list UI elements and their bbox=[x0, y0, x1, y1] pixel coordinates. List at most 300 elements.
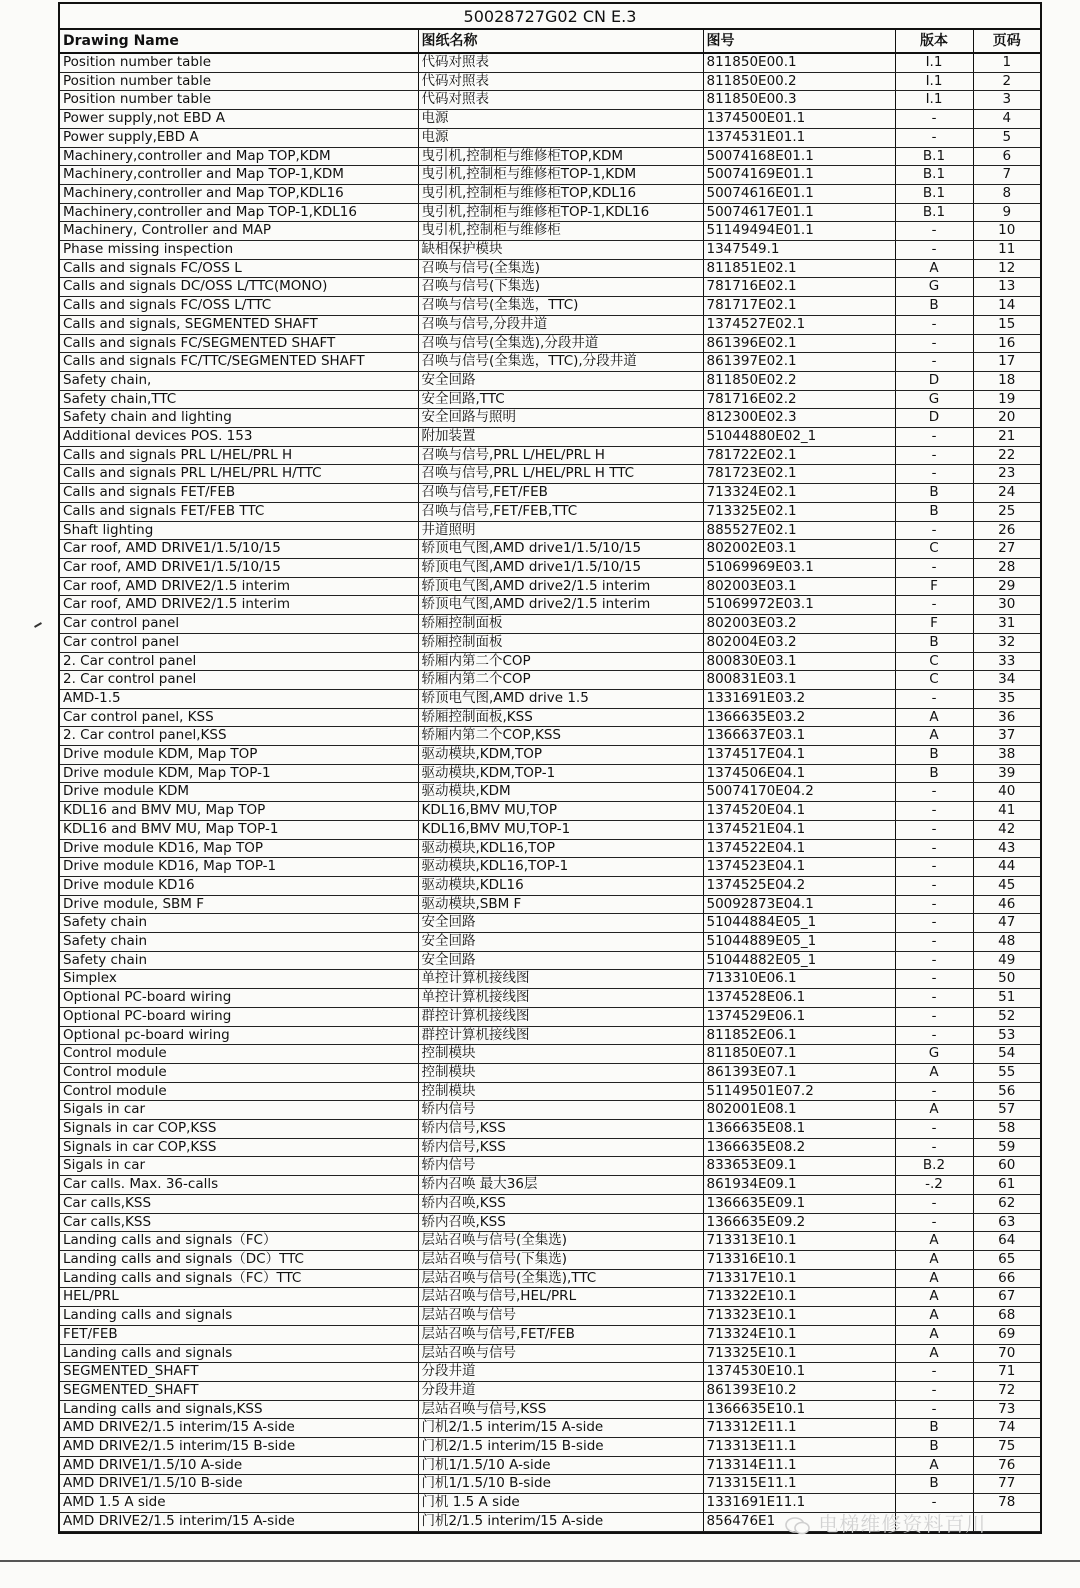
table-row bbox=[60, 147, 1040, 166]
row-drawing-name-cn: 召唤与信号(全集选),分段井道 bbox=[418, 334, 703, 353]
row-version: I.1 bbox=[895, 72, 973, 91]
table-row bbox=[60, 371, 1040, 390]
table-row bbox=[60, 1138, 1040, 1157]
row-drawing-name: Calls and signals FET/FEB TTC bbox=[60, 502, 418, 521]
row-page: 56 bbox=[973, 1082, 1040, 1101]
table-row bbox=[60, 1438, 1040, 1457]
row-page: 27 bbox=[973, 540, 1040, 559]
row-drawing-number: 1331691E11.1 bbox=[703, 1494, 895, 1513]
row-drawing-name-cn: 轿顶电气图,AMD drive2/1.5 interim bbox=[418, 577, 703, 596]
watermark bbox=[785, 1508, 986, 1537]
row-page: 63 bbox=[973, 1213, 1040, 1232]
row-drawing-name-cn: KDL16,BMV MU,TOP bbox=[418, 802, 703, 821]
row-drawing-name-cn: 控制模块 bbox=[418, 1082, 703, 1101]
row-page: 22 bbox=[973, 446, 1040, 465]
table-row bbox=[60, 409, 1040, 428]
table-row bbox=[60, 390, 1040, 409]
table-row bbox=[60, 53, 1040, 72]
row-drawing-name: Drive module KD16 bbox=[60, 876, 418, 895]
table-row bbox=[60, 222, 1040, 241]
row-version: - bbox=[895, 1400, 973, 1419]
row-version: - bbox=[895, 1381, 973, 1400]
table-row bbox=[60, 334, 1040, 353]
table-row bbox=[60, 1176, 1040, 1195]
row-page: 78 bbox=[973, 1494, 1040, 1513]
row-drawing-name-cn: 安全回路 bbox=[418, 914, 703, 933]
row-drawing-name: Calls and signals FC/TTC/SEGMENTED SHAFT bbox=[60, 353, 418, 372]
row-drawing-name: AMD DRIVE1/1.5/10 B-side bbox=[60, 1475, 418, 1494]
row-drawing-number: 861393E07.1 bbox=[703, 1063, 895, 1082]
row-drawing-name: Position number table bbox=[60, 53, 418, 72]
table-row bbox=[60, 241, 1040, 260]
row-drawing-name-cn: 召唤与信号,PRL L/HEL/PRL H TTC bbox=[418, 465, 703, 484]
row-drawing-number: 1374506E04.1 bbox=[703, 764, 895, 783]
row-drawing-name-cn: 层站召唤与信号(下集选) bbox=[418, 1251, 703, 1270]
row-drawing-number: 51069972E03.1 bbox=[703, 596, 895, 615]
row-drawing-name-cn: 分段井道 bbox=[418, 1363, 703, 1382]
row-drawing-name: Machinery, Controller and MAP bbox=[60, 222, 418, 241]
row-drawing-number: 812300E02.3 bbox=[703, 409, 895, 428]
row-drawing-number: 50074170E04.2 bbox=[703, 783, 895, 802]
table-row bbox=[60, 746, 1040, 765]
row-page: 30 bbox=[973, 596, 1040, 615]
row-drawing-name-cn: 层站召唤与信号(全集选) bbox=[418, 1232, 703, 1251]
row-page: 23 bbox=[973, 465, 1040, 484]
row-drawing-number: 1366635E08.1 bbox=[703, 1120, 895, 1139]
row-version: F bbox=[895, 577, 973, 596]
row-drawing-name: Safety chain bbox=[60, 951, 418, 970]
watermark-text: 电梯维修资料百川 bbox=[818, 1512, 987, 1536]
row-drawing-name: SEGMENTED_SHAFT bbox=[60, 1381, 418, 1400]
row-drawing-number: 51044884E05_1 bbox=[703, 914, 895, 933]
table-row bbox=[60, 989, 1040, 1008]
row-drawing-number: 833653E09.1 bbox=[703, 1157, 895, 1176]
table-row bbox=[60, 1475, 1040, 1494]
table-row bbox=[60, 502, 1040, 521]
row-drawing-name: Drive module KD16, Map TOP-1 bbox=[60, 858, 418, 877]
row-page: 49 bbox=[973, 951, 1040, 970]
row-drawing-number: 781717E02.1 bbox=[703, 297, 895, 316]
table-row bbox=[60, 1419, 1040, 1438]
row-drawing-name-cn: 门机2/1.5 interim/15 B-side bbox=[418, 1438, 703, 1457]
row-version: A bbox=[895, 1325, 973, 1344]
row-version: C bbox=[895, 652, 973, 671]
row-page: 40 bbox=[973, 783, 1040, 802]
row-version: I.1 bbox=[895, 91, 973, 110]
row-page: 8 bbox=[973, 184, 1040, 203]
table-row bbox=[60, 914, 1040, 933]
row-drawing-name: 2. Car control panel bbox=[60, 652, 418, 671]
row-version: A bbox=[895, 1307, 973, 1326]
row-page: 72 bbox=[973, 1381, 1040, 1400]
row-drawing-number: 811850E02.2 bbox=[703, 371, 895, 390]
row-drawing-number: 1366635E08.2 bbox=[703, 1138, 895, 1157]
table-row bbox=[60, 1288, 1040, 1307]
row-drawing-name-cn: 群控计算机接线图 bbox=[418, 1026, 703, 1045]
row-drawing-number: 802004E03.2 bbox=[703, 633, 895, 652]
row-drawing-name: Machinery,controller and Map TOP,KDM bbox=[60, 147, 418, 166]
row-page: 19 bbox=[973, 390, 1040, 409]
row-drawing-name: Signals in car COP,KSS bbox=[60, 1138, 418, 1157]
row-drawing-name-cn: 轿顶电气图,AMD drive 1.5 bbox=[418, 689, 703, 708]
row-drawing-name-cn: 轿内信号,KSS bbox=[418, 1120, 703, 1139]
table-row bbox=[60, 184, 1040, 203]
row-version: - bbox=[895, 876, 973, 895]
row-version: - bbox=[895, 1213, 973, 1232]
row-version: D bbox=[895, 371, 973, 390]
table-row bbox=[60, 1456, 1040, 1475]
row-page: 70 bbox=[973, 1344, 1040, 1363]
row-drawing-name-cn: 附加装置 bbox=[418, 428, 703, 447]
row-drawing-number: 1374520E04.1 bbox=[703, 802, 895, 821]
row-page: 38 bbox=[973, 746, 1040, 765]
row-version: G bbox=[895, 1045, 973, 1064]
row-page: 61 bbox=[973, 1176, 1040, 1195]
table-row bbox=[60, 1101, 1040, 1120]
row-drawing-number: 713315E11.1 bbox=[703, 1475, 895, 1494]
row-drawing-name: AMD DRIVE2/1.5 interim/15 B-side bbox=[60, 1438, 418, 1457]
row-drawing-number: 861397E02.1 bbox=[703, 353, 895, 372]
row-drawing-name-cn: 电源 bbox=[418, 110, 703, 129]
row-drawing-name-cn: 轿顶电气图,AMD drive2/1.5 interim bbox=[418, 596, 703, 615]
row-drawing-number: 856476E1 bbox=[703, 1512, 895, 1531]
row-page: 73 bbox=[973, 1400, 1040, 1419]
table-row bbox=[60, 110, 1040, 129]
row-drawing-number: 50074616E01.1 bbox=[703, 184, 895, 203]
table-row bbox=[60, 1232, 1040, 1251]
row-drawing-name-cn: 代码对照表 bbox=[418, 91, 703, 110]
row-version: - bbox=[895, 970, 973, 989]
row-page: 50 bbox=[973, 970, 1040, 989]
row-drawing-name-cn: 井道照明 bbox=[418, 521, 703, 540]
table-row bbox=[60, 1400, 1040, 1419]
document-title: 50028727G02 CN E.3 bbox=[60, 4, 1040, 30]
row-page: 37 bbox=[973, 727, 1040, 746]
row-drawing-name-cn: 曳引机,控制柜与维修柜TOP,KDL16 bbox=[418, 184, 703, 203]
row-version: - bbox=[895, 128, 973, 147]
row-drawing-number: 800831E03.1 bbox=[703, 671, 895, 690]
row-drawing-name: Landing calls and signals bbox=[60, 1307, 418, 1326]
row-version: G bbox=[895, 278, 973, 297]
row-version: - bbox=[895, 839, 973, 858]
row-page: 54 bbox=[973, 1045, 1040, 1064]
row-drawing-name-cn: 轿厢控制面板 bbox=[418, 633, 703, 652]
row-version: - bbox=[895, 1494, 973, 1513]
row-drawing-number: 713313E10.1 bbox=[703, 1232, 895, 1251]
row-drawing-number: 1366635E10.1 bbox=[703, 1400, 895, 1419]
row-drawing-name: Simplex bbox=[60, 970, 418, 989]
row-page: 53 bbox=[973, 1026, 1040, 1045]
row-drawing-name-cn: 层站召唤与信号,KSS bbox=[418, 1400, 703, 1419]
row-drawing-name: Car roof, AMD DRIVE1/1.5/10/15 bbox=[60, 540, 418, 559]
row-drawing-name-cn: 层站召唤与信号(全集选),TTC bbox=[418, 1269, 703, 1288]
row-version: B bbox=[895, 1419, 973, 1438]
row-version: A bbox=[895, 1251, 973, 1270]
row-drawing-number: 861396E02.1 bbox=[703, 334, 895, 353]
row-version: - bbox=[895, 465, 973, 484]
row-version: - bbox=[895, 1138, 973, 1157]
row-drawing-name: Car calls,KSS bbox=[60, 1194, 418, 1213]
row-version: A bbox=[895, 1288, 973, 1307]
table-row bbox=[60, 521, 1040, 540]
row-page: 64 bbox=[973, 1232, 1040, 1251]
row-version: B.1 bbox=[895, 166, 973, 185]
table-row bbox=[60, 1269, 1040, 1288]
row-drawing-number: 713312E11.1 bbox=[703, 1419, 895, 1438]
row-version: A bbox=[895, 1232, 973, 1251]
row-drawing-number: 811850E07.1 bbox=[703, 1045, 895, 1064]
row-drawing-name: Drive module, SBM F bbox=[60, 895, 418, 914]
row-drawing-name-cn: 驱动模块,KDM,TOP-1 bbox=[418, 764, 703, 783]
row-drawing-name-cn: 门机2/1.5 interim/15 A-side bbox=[418, 1512, 703, 1531]
row-drawing-number: 713314E11.1 bbox=[703, 1456, 895, 1475]
row-page: 65 bbox=[973, 1251, 1040, 1270]
row-drawing-name-cn: 召唤与信号,FET/FEB bbox=[418, 484, 703, 503]
row-drawing-number: 51069969E03.1 bbox=[703, 558, 895, 577]
row-drawing-number: 713316E10.1 bbox=[703, 1251, 895, 1270]
row-version: - bbox=[895, 241, 973, 260]
row-drawing-name: Landing calls and signals（DC）TTC bbox=[60, 1251, 418, 1270]
row-drawing-number: 1374525E04.2 bbox=[703, 876, 895, 895]
row-drawing-name-cn: 驱动模块,KDM,TOP bbox=[418, 746, 703, 765]
row-drawing-name-cn: 群控计算机接线图 bbox=[418, 1007, 703, 1026]
row-drawing-name-cn: 驱动模块,KDL16,TOP-1 bbox=[418, 858, 703, 877]
row-version: - bbox=[895, 689, 973, 708]
row-drawing-name-cn: 驱动模块,KDL16,TOP bbox=[418, 839, 703, 858]
row-drawing-name-cn: 召唤与信号(全集选，TTC) bbox=[418, 297, 703, 316]
row-drawing-number: 1366635E09.1 bbox=[703, 1194, 895, 1213]
row-drawing-number: 781716E02.1 bbox=[703, 278, 895, 297]
row-drawing-name-cn: 安全回路 bbox=[418, 933, 703, 952]
row-drawing-number: 861934E09.1 bbox=[703, 1176, 895, 1195]
row-drawing-name: Position number table bbox=[60, 91, 418, 110]
row-drawing-number: 1374517E04.1 bbox=[703, 746, 895, 765]
header-version: 版本 bbox=[895, 30, 973, 53]
row-drawing-name: Car calls. Max. 36-calls bbox=[60, 1176, 418, 1195]
row-drawing-name: AMD DRIVE2/1.5 interim/15 A-side bbox=[60, 1419, 418, 1438]
table-row bbox=[60, 876, 1040, 895]
row-drawing-number: 1374530E10.1 bbox=[703, 1363, 895, 1382]
row-version: - bbox=[895, 914, 973, 933]
chat-bubble-icon bbox=[785, 1516, 811, 1536]
row-page: 76 bbox=[973, 1456, 1040, 1475]
row-page: 42 bbox=[973, 820, 1040, 839]
row-page: 9 bbox=[973, 203, 1040, 222]
row-drawing-name-cn: 召唤与信号,PRL L/HEL/PRL H bbox=[418, 446, 703, 465]
table-row bbox=[60, 1363, 1040, 1382]
row-page: 74 bbox=[973, 1419, 1040, 1438]
row-drawing-number: 713322E10.1 bbox=[703, 1288, 895, 1307]
row-drawing-name-cn: 召唤与信号(全集选，TTC),分段井道 bbox=[418, 353, 703, 372]
row-page: 69 bbox=[973, 1325, 1040, 1344]
row-page: 60 bbox=[973, 1157, 1040, 1176]
row-drawing-number: 1374500E01.1 bbox=[703, 110, 895, 129]
row-version: B.1 bbox=[895, 147, 973, 166]
row-drawing-name-cn: 控制模块 bbox=[418, 1045, 703, 1064]
row-version: - bbox=[895, 783, 973, 802]
row-version: F bbox=[895, 615, 973, 634]
row-drawing-name-cn: 门机1/1.5/10 A-side bbox=[418, 1456, 703, 1475]
table-row bbox=[60, 278, 1040, 297]
row-drawing-number: 713317E10.1 bbox=[703, 1269, 895, 1288]
row-drawing-name: Sigals in car bbox=[60, 1157, 418, 1176]
table-row bbox=[60, 1325, 1040, 1344]
table-row bbox=[60, 596, 1040, 615]
table-row bbox=[60, 633, 1040, 652]
row-page: 68 bbox=[973, 1307, 1040, 1326]
row-drawing-name: Optional PC-board wiring bbox=[60, 1007, 418, 1026]
table-row bbox=[60, 315, 1040, 334]
row-drawing-name-cn: 代码对照表 bbox=[418, 72, 703, 91]
row-drawing-name: Additional devices POS. 153 bbox=[60, 428, 418, 447]
row-drawing-name: AMD DRIVE1/1.5/10 A-side bbox=[60, 1456, 418, 1475]
row-drawing-name-cn: 安全回路,TTC bbox=[418, 390, 703, 409]
row-drawing-name: Car control panel bbox=[60, 615, 418, 634]
row-drawing-name-cn: 单控计算机接线图 bbox=[418, 970, 703, 989]
row-page: 3 bbox=[973, 91, 1040, 110]
row-version: B.1 bbox=[895, 184, 973, 203]
row-drawing-number: 802001E08.1 bbox=[703, 1101, 895, 1120]
row-drawing-name: Landing calls and signals,KSS bbox=[60, 1400, 418, 1419]
row-version: B bbox=[895, 746, 973, 765]
row-version: - bbox=[895, 1363, 973, 1382]
row-drawing-name: 2. Car control panel,KSS bbox=[60, 727, 418, 746]
row-drawing-name: Machinery,controller and Map TOP,KDL16 bbox=[60, 184, 418, 203]
row-page: 58 bbox=[973, 1120, 1040, 1139]
row-drawing-number: 713324E10.1 bbox=[703, 1325, 895, 1344]
row-page: 5 bbox=[973, 128, 1040, 147]
row-drawing-name-cn: 层站召唤与信号 bbox=[418, 1307, 703, 1326]
row-drawing-name: Power supply,EBD A bbox=[60, 128, 418, 147]
row-drawing-name: FET/FEB bbox=[60, 1325, 418, 1344]
row-drawing-number: 1347549.1 bbox=[703, 241, 895, 260]
row-drawing-number: 811851E02.1 bbox=[703, 259, 895, 278]
row-page: 15 bbox=[973, 315, 1040, 334]
row-drawing-number: 800830E03.1 bbox=[703, 652, 895, 671]
header-drawing-name: Drawing Name bbox=[60, 30, 418, 53]
row-drawing-name: Phase missing inspection bbox=[60, 241, 418, 260]
row-drawing-name-cn: 轿厢内第二个COP bbox=[418, 671, 703, 690]
row-drawing-number: 802003E03.1 bbox=[703, 577, 895, 596]
row-version: - bbox=[895, 110, 973, 129]
row-drawing-name: Calls and signals FC/SEGMENTED SHAFT bbox=[60, 334, 418, 353]
row-version: A bbox=[895, 1101, 973, 1120]
table-row bbox=[60, 951, 1040, 970]
row-drawing-number: 781723E02.1 bbox=[703, 465, 895, 484]
row-drawing-name-cn: 门机2/1.5 interim/15 A-side bbox=[418, 1419, 703, 1438]
row-drawing-name: Car roof, AMD DRIVE1/1.5/10/15 bbox=[60, 558, 418, 577]
row-drawing-name-cn: 轿厢控制面板,KSS bbox=[418, 708, 703, 727]
row-version: - bbox=[895, 1082, 973, 1101]
row-page: 10 bbox=[973, 222, 1040, 241]
table-row bbox=[60, 783, 1040, 802]
row-page: 36 bbox=[973, 708, 1040, 727]
row-version: - bbox=[895, 521, 973, 540]
table-row bbox=[60, 428, 1040, 447]
row-page: 55 bbox=[973, 1063, 1040, 1082]
row-version: -.2 bbox=[895, 1176, 973, 1195]
row-drawing-number: 50092873E04.1 bbox=[703, 895, 895, 914]
row-page: 29 bbox=[973, 577, 1040, 596]
row-drawing-name-cn: 轿厢控制面板 bbox=[418, 615, 703, 634]
row-version: C bbox=[895, 540, 973, 559]
table-row bbox=[60, 1120, 1040, 1139]
table-row bbox=[60, 1082, 1040, 1101]
row-drawing-name-cn: 轿顶电气图,AMD drive1/1.5/10/15 bbox=[418, 540, 703, 559]
row-drawing-name: Car control panel bbox=[60, 633, 418, 652]
table-row bbox=[60, 970, 1040, 989]
row-drawing-name: Signals in car COP,KSS bbox=[60, 1120, 418, 1139]
row-drawing-name-cn: 控制模块 bbox=[418, 1063, 703, 1082]
row-page: 47 bbox=[973, 914, 1040, 933]
row-drawing-name-cn: 曳引机,控制柜与维修柜TOP,KDM bbox=[418, 147, 703, 166]
row-page: 57 bbox=[973, 1101, 1040, 1120]
row-version: - bbox=[895, 989, 973, 1008]
row-page: 26 bbox=[973, 521, 1040, 540]
row-drawing-name-cn: KDL16,BMV MU,TOP-1 bbox=[418, 820, 703, 839]
row-drawing-name-cn: 代码对照表 bbox=[418, 53, 703, 72]
row-drawing-name: Drive module KDM, Map TOP-1 bbox=[60, 764, 418, 783]
row-page: 13 bbox=[973, 278, 1040, 297]
row-drawing-name-cn: 轿内召唤 最大36层 bbox=[418, 1176, 703, 1195]
row-drawing-name: Car roof, AMD DRIVE2/1.5 interim bbox=[60, 596, 418, 615]
page-bottom-rule bbox=[0, 1560, 1080, 1562]
row-drawing-number: 1374527E02.1 bbox=[703, 315, 895, 334]
row-drawing-name: Drive module KDM bbox=[60, 783, 418, 802]
row-page: 39 bbox=[973, 764, 1040, 783]
row-drawing-number: 1366635E03.2 bbox=[703, 708, 895, 727]
row-version: - bbox=[895, 353, 973, 372]
row-drawing-name-cn: 轿厢内第二个COP,KSS bbox=[418, 727, 703, 746]
row-drawing-number: 51149501E07.2 bbox=[703, 1082, 895, 1101]
scan-mark bbox=[34, 622, 42, 628]
row-page: 52 bbox=[973, 1007, 1040, 1026]
row-drawing-name: Car control panel, KSS bbox=[60, 708, 418, 727]
row-drawing-name: Calls and signals DC/OSS L/TTC(MONO) bbox=[60, 278, 418, 297]
row-drawing-number: 1374531E01.1 bbox=[703, 128, 895, 147]
row-version: A bbox=[895, 1269, 973, 1288]
row-drawing-name-cn: 驱动模块,KDM bbox=[418, 783, 703, 802]
table-row bbox=[60, 1063, 1040, 1082]
row-drawing-number: 50074617E01.1 bbox=[703, 203, 895, 222]
row-drawing-name-cn: 召唤与信号,分段井道 bbox=[418, 315, 703, 334]
row-version: - bbox=[895, 315, 973, 334]
row-drawing-number: 1374522E04.1 bbox=[703, 839, 895, 858]
row-version: - bbox=[895, 820, 973, 839]
row-page: 4 bbox=[973, 110, 1040, 129]
drawing-index-table bbox=[60, 30, 1040, 1532]
row-drawing-name: AMD-1.5 bbox=[60, 689, 418, 708]
table-row bbox=[60, 839, 1040, 858]
row-drawing-number: 885527E02.1 bbox=[703, 521, 895, 540]
row-drawing-name: AMD 1.5 A side bbox=[60, 1494, 418, 1513]
row-version: G bbox=[895, 390, 973, 409]
row-version: - bbox=[895, 596, 973, 615]
row-drawing-name: HEL/PRL bbox=[60, 1288, 418, 1307]
row-drawing-name-cn: 单控计算机接线图 bbox=[418, 989, 703, 1008]
row-drawing-name: Control module bbox=[60, 1082, 418, 1101]
row-drawing-name-cn: 召唤与信号(下集选) bbox=[418, 278, 703, 297]
header-drawing-name-cn: 图纸名称 bbox=[418, 30, 703, 53]
row-version: - bbox=[895, 222, 973, 241]
table-body bbox=[60, 53, 1040, 1531]
row-page: 31 bbox=[973, 615, 1040, 634]
row-drawing-name: KDL16 and BMV MU, Map TOP bbox=[60, 802, 418, 821]
row-drawing-number: 713325E02.1 bbox=[703, 502, 895, 521]
row-version: - bbox=[895, 1026, 973, 1045]
row-drawing-name-cn: 层站召唤与信号,HEL/PRL bbox=[418, 1288, 703, 1307]
row-page: 6 bbox=[973, 147, 1040, 166]
